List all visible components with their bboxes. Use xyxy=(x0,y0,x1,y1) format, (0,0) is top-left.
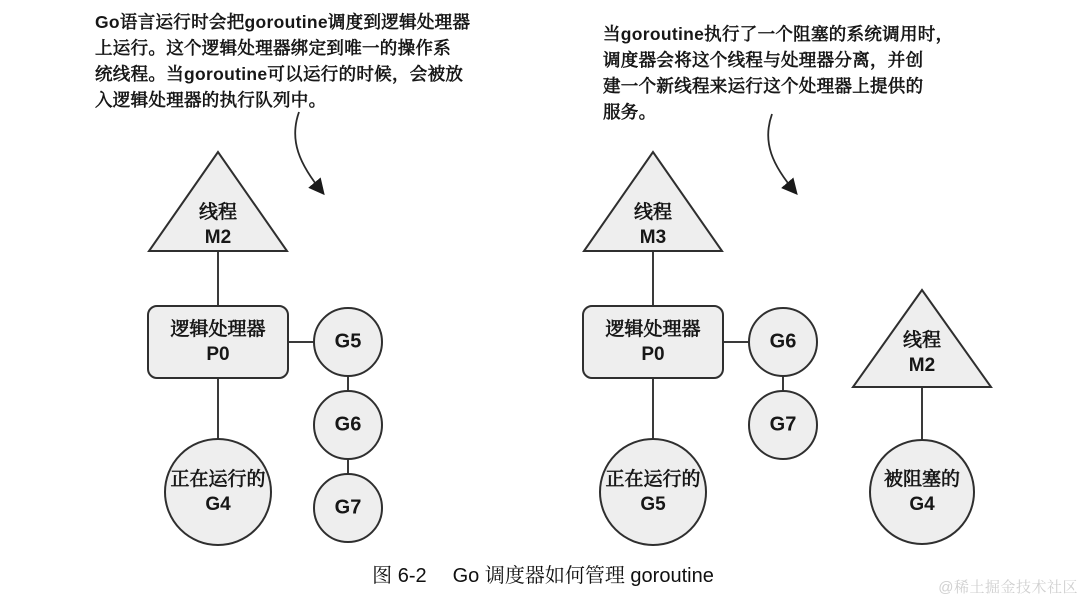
goroutine-label-g6-right: G6 xyxy=(769,330,797,353)
watermark: @稀土掘金技术社区 xyxy=(938,579,1078,596)
annotation-line: Go语言运行时会把goroutine调度到逻辑处理器 xyxy=(95,12,471,32)
annotation-line: 当goroutine执行了一个阻塞的系统调用时， xyxy=(603,24,954,44)
annotation-arrow-left xyxy=(295,112,323,193)
annotation-line: 服务。 xyxy=(603,102,657,122)
goroutine-label-g5-left: G5 xyxy=(334,330,362,353)
annotation-arrow-right xyxy=(768,114,796,193)
processor-label-p0-right: 逻辑处理器 P0 xyxy=(605,319,701,365)
annotation-line: 上运行。这个逻辑处理器绑定到唯一的操作系 xyxy=(95,38,451,58)
running-goroutine-label-g4-left: 正在运行的 G4 xyxy=(170,469,266,515)
thread-label-m2-left: 线程 M2 xyxy=(198,202,238,248)
goroutine-label-g7-right: G7 xyxy=(769,413,797,436)
figure-title: Go 调度器如何管理 goroutine xyxy=(452,565,714,587)
annotation-line: 调度器会将这个线程与处理器分离，并创 xyxy=(603,50,924,70)
figure-number: 图 6-2 xyxy=(372,565,427,587)
annotation-line: 入逻辑处理器的执行队列中。 xyxy=(95,90,327,110)
annotation-line: 统线程。当goroutine可以运行的时候，会被放 xyxy=(95,64,464,84)
goroutine-label-g6-left: G6 xyxy=(334,413,362,436)
thread-label-m3-right: 线程 M3 xyxy=(633,202,673,248)
blocked-goroutine-label-g4: 被阻塞的 G4 xyxy=(883,469,961,515)
goroutine-label-g7-left: G7 xyxy=(334,496,362,519)
thread-label-m2-detached: 线程 M2 xyxy=(902,330,942,376)
processor-label-p0-left: 逻辑处理器 P0 xyxy=(170,319,266,365)
annotation-line: 建一个新线程来运行这个处理器上提供的 xyxy=(603,76,924,96)
running-goroutine-label-g5-right: 正在运行的 G5 xyxy=(605,469,701,515)
figure-caption xyxy=(0,559,1086,588)
